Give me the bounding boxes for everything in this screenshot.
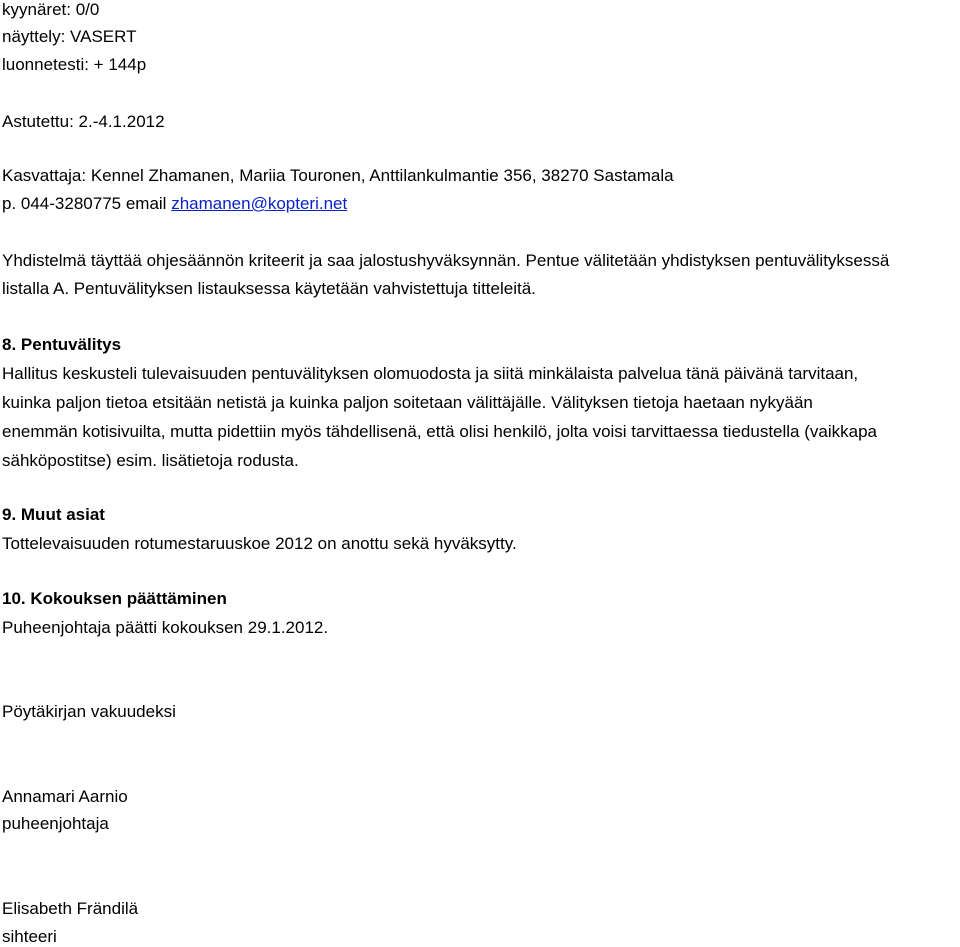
section10-heading: 10. Kokouksen päättäminen	[2, 589, 227, 608]
section8-heading: 8. Pentuvälitys	[2, 335, 122, 354]
section8-line3: enemmän kotisivuilta, mutta pidettiin myös tähdellisenä, että olisi henkilö, jolta voisi tarvittaessa tiedustella (vaikkapa	[2, 422, 877, 441]
combination-statement-line2: listalla A. Pentuvälityksen listauksessa käytetään vahvistettuja titteleitä.	[2, 279, 536, 298]
section8-line2: kuinka paljon tietoa etsitään netistä ja kuinka paljon soitetaan välittäjälle. Välityksen tietoja haetaan nykyään	[2, 393, 813, 412]
signer1-role: puheenjohtaja	[2, 814, 109, 833]
show-result: näyttely: VASERT	[2, 27, 137, 46]
signer2-role: sihteeri	[2, 927, 57, 946]
section9-heading: 9. Muut asiat	[2, 505, 105, 524]
breeder-info: Kasvattaja: Kennel Zhamanen, Mariia Touronen, Anttilankulmantie 356, 38270 Sastamala	[2, 166, 674, 185]
mating-date: Astutettu: 2.-4.1.2012	[2, 112, 165, 131]
section8-line4: sähköpostitse) esim. lisätietoja rodusta.	[2, 451, 299, 470]
breeder-phone: p. 044-3280775 email	[2, 194, 172, 213]
section10-line1: Puheenjohtaja päätti kokouksen 29.1.2012.	[2, 618, 329, 637]
combination-statement-line1: Yhdistelmä täyttää ohjesäännön kriteerit ja saa jalostushyväksynnän. Pentue välitetään yhdistyksen pentuvälityksessä	[2, 251, 890, 270]
breeder-contact	[2, 194, 347, 214]
email-link[interactable]: zhamanen@kopteri.net	[171, 194, 348, 213]
signer1-name: Annamari Aarnio	[2, 787, 128, 806]
temperament-test-result: luonnetesti: + 144p	[2, 55, 147, 74]
signer2-name: Elisabeth Frändilä	[2, 899, 139, 918]
section9-line1: Tottelevaisuuden rotumestaruuskoe 2012 on anottu sekä hyväksytty.	[2, 534, 517, 553]
signatures-title: Pöytäkirjan vakuudeksi	[2, 702, 176, 721]
elbows-result: kyynäret: 0/0	[2, 0, 100, 19]
section8-line1: Hallitus keskusteli tulevaisuuden pentuvälityksen olomuodosta ja siitä minkälaista palvelua tänä päivänä tarvitaan,	[2, 364, 859, 383]
